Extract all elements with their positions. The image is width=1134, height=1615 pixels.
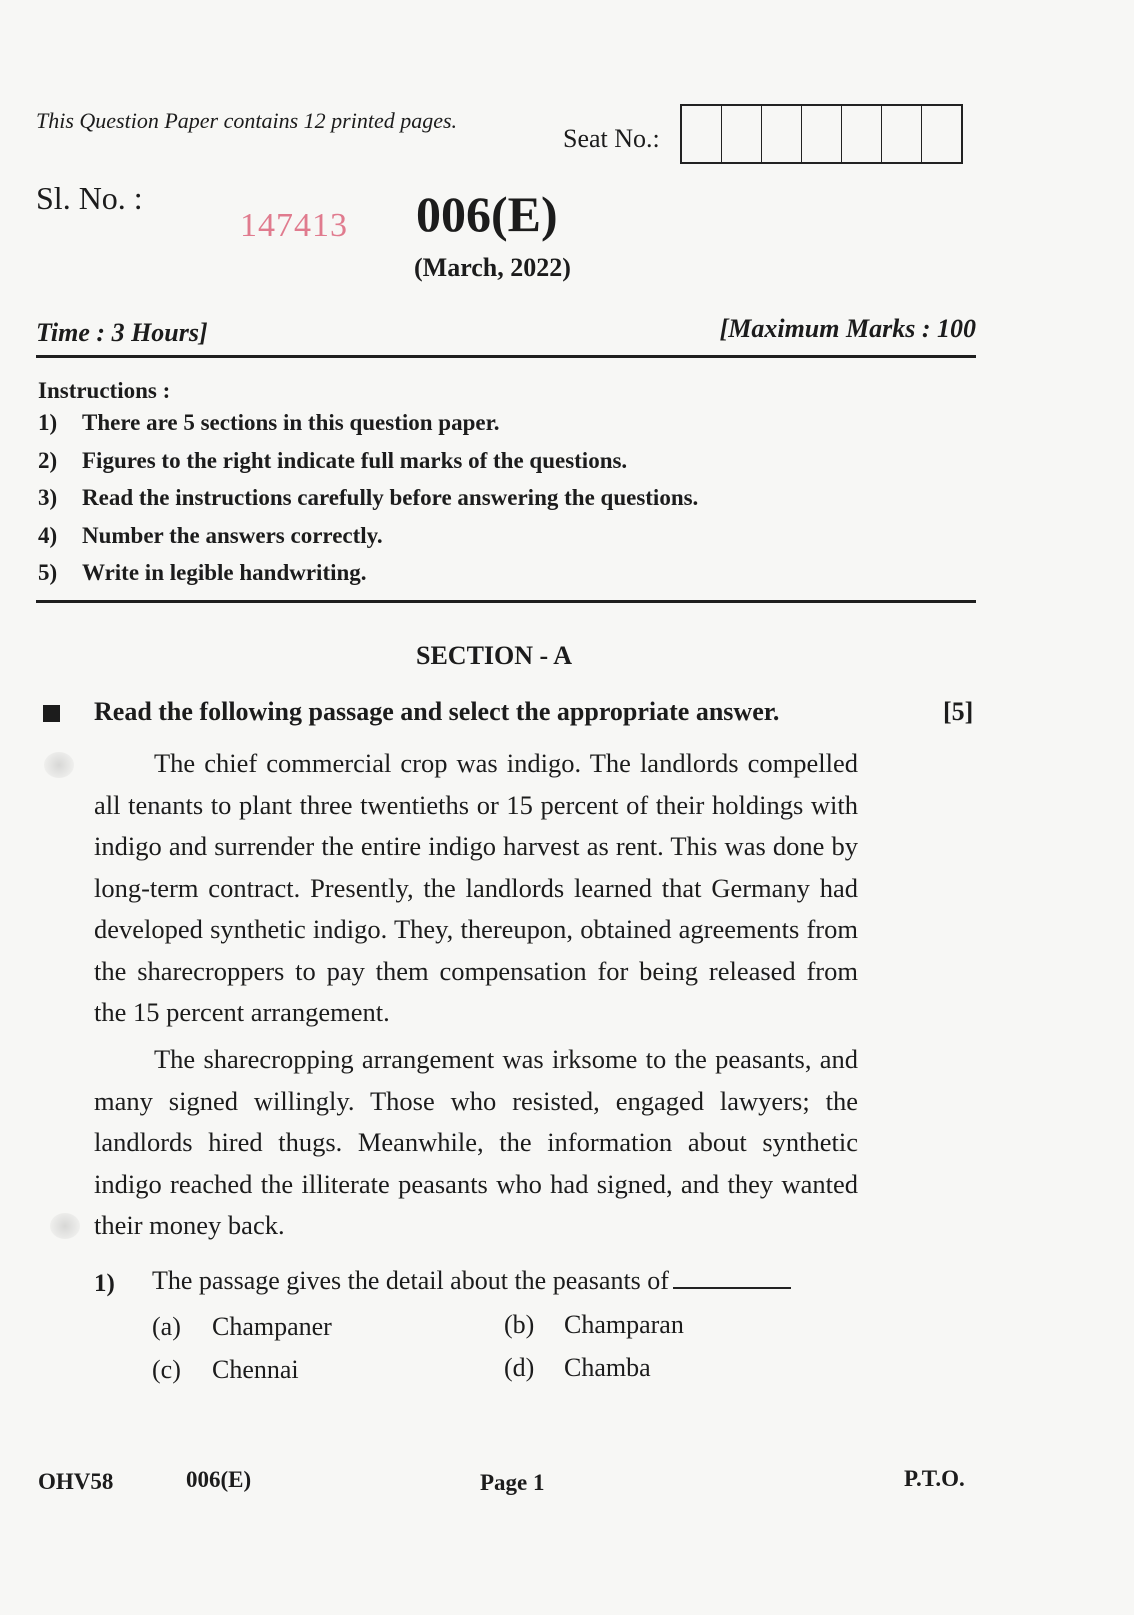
sub-question-number: 1) [94,1270,115,1297]
seat-number-box[interactable] [682,106,722,162]
option-b[interactable]: (b) Champaran [504,1310,684,1339]
passage-paragraph-2: The sharecropping arrangement was irksome to the peasants, and many signed willingly. Those who resisted, engaged lawyers; the landlords hired thugs. Meanwhile, the information about synthetic indigo reached the illiterate peasants who had signed, and they wanted their money back. [94,1044,858,1240]
ink-smudge [50,1213,80,1239]
footer-paper-code: 006(E) [186,1467,252,1492]
instruction-item: 3) Read the instructions carefully before answering the questions. [38,485,699,510]
question-bullet-icon [43,705,60,722]
exam-date: (March, 2022) [414,253,571,282]
serial-number-label: Sl. No. : [36,180,143,216]
section-title: SECTION - A [416,641,573,670]
option-a[interactable]: (a) Champaner [152,1312,332,1341]
maximum-marks-label: [Maximum Marks : 100 [719,314,976,343]
instructions-list [38,410,698,598]
seat-number-box[interactable] [722,106,762,162]
sub-question-text: The passage gives the detail about the peasants of [152,1266,791,1296]
instructions-heading: Instructions : [38,378,171,403]
instructions-divider [36,600,976,603]
serial-number-stamp: 147413 [240,207,348,244]
instruction-item: 5) Write in legible handwriting. [38,560,367,585]
ink-smudge [44,752,74,778]
question-prompt: Read the following passage and select the appropriate answer. [94,697,780,726]
footer-page-number: Page 1 [480,1470,545,1495]
passage-paragraph-1: The chief commercial crop was indigo. The landlords compelled all tenants to plant three twentieths or 15 percent of their holdings with indigo and surrender the entire indigo harvest as rent. This was done by long-term contract. Presently, the landlords learned that Germany had developed synthetic indigo. They, thereupon, obtained agreements from the sharecroppers to pay them compensation for being released from the 15 percent arrangement. [94,748,858,1027]
footer-booklet-code: OHV58 [38,1469,114,1494]
question-marks: [5] [943,697,974,726]
seat-number-box[interactable] [882,106,922,162]
pages-note: This Question Paper contains 12 printed pages. [36,108,458,133]
instruction-item: 4) Number the answers correctly. [38,522,383,548]
footer-pto: P.T.O. [904,1466,965,1491]
option-c[interactable]: (c) Chennai [152,1355,299,1384]
seat-number-box[interactable] [762,106,802,162]
instruction-item: 1) There are 5 sections in this question paper. [38,410,500,435]
seat-number-boxes[interactable] [680,104,963,164]
seat-number-label: Seat No.: [563,124,660,153]
answer-blank[interactable] [673,1267,791,1289]
seat-number-box[interactable] [922,106,961,162]
header-divider [36,355,976,358]
option-d[interactable]: (d) Chamba [504,1353,651,1382]
paper-code-title: 006(E) [416,186,558,242]
time-label: Time : 3 Hours] [36,318,208,347]
instruction-item: 2) Figures to the right indicate full marks of the questions. [38,447,628,473]
seat-number-box[interactable] [842,106,882,162]
seat-number-box[interactable] [802,106,842,162]
